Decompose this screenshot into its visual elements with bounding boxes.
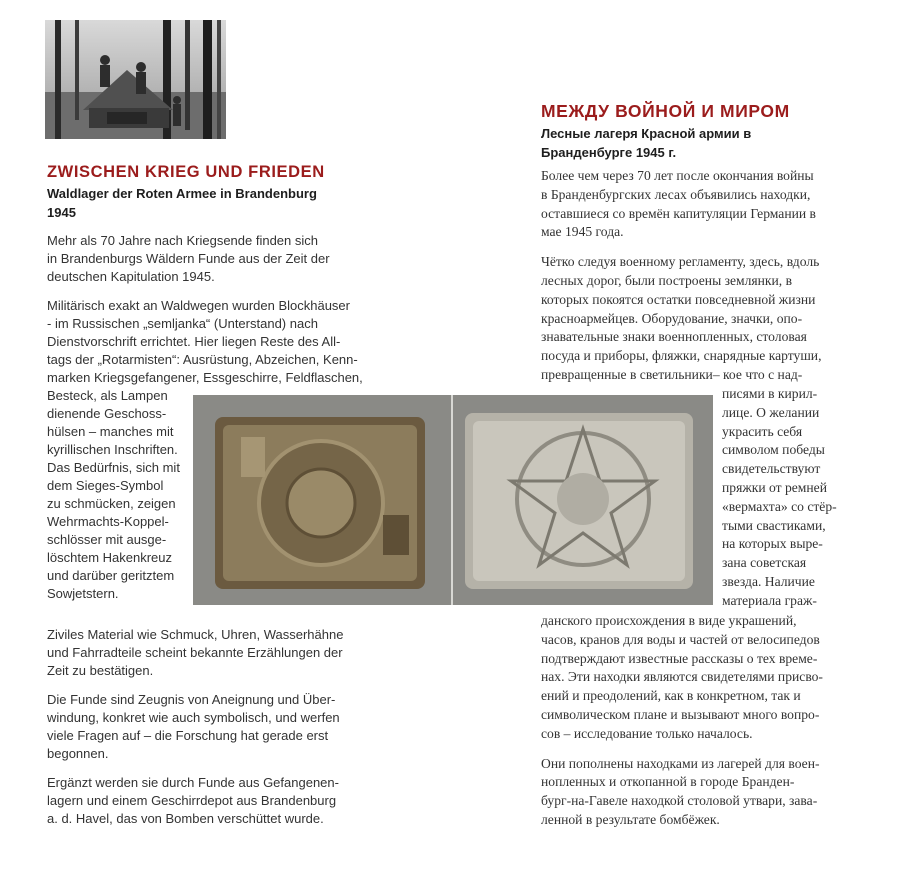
text-line: marken Kriegsgefangener, Essgeschirre, Feldflaschen, — [47, 370, 363, 385]
text-line: dem Sieges-Symbol — [47, 478, 164, 493]
text-line: deutschen Kapitulation 1945. — [47, 269, 215, 284]
text-line: Militärisch exakt an Waldwegen wurden Blockhäuser — [47, 298, 350, 313]
text-line: löschtem Hakenkreuz — [47, 550, 172, 565]
german-paragraph-1 — [47, 232, 363, 286]
russian-title: МЕЖДУ ВОЙНОЙ И МИРОМ — [541, 101, 790, 121]
text-line: часов, кранов для воды и частей от велосипедов — [541, 631, 820, 647]
text-line: Waldlager der Roten Armee in Brandenburg — [47, 186, 317, 201]
text-line: Они пополнены находками из лагерей для воен- — [541, 755, 820, 771]
text-line: тыми свастиками, — [722, 517, 826, 533]
text-line: hülsen – manches mit — [47, 424, 174, 439]
text-line: begonnen. — [47, 746, 109, 761]
text-line: a. d. Havel, das von Bomben verschüttet wurde. — [47, 811, 324, 826]
german-paragraph-5 — [47, 774, 343, 828]
russian-column — [541, 101, 871, 162]
text-line: подтверждают известные рассказы о тех време- — [541, 650, 818, 666]
text-line: зана советская — [722, 555, 807, 571]
text-line: нопленных и откопанной в городе Бранден- — [541, 774, 795, 790]
russian-paragraph-2-top — [541, 253, 821, 385]
text-line: данского происхождения в виде украшений, — [541, 613, 797, 628]
text-line: красноармейцев. Оборудование, значки, опо- — [541, 310, 803, 326]
text-line: ленной в результате бомбёжек. — [541, 811, 720, 827]
german-paragraph-3 — [47, 626, 343, 680]
russian-paragraph-2-narrow — [722, 385, 837, 611]
text-line: Чётко следуя военному регламенту, здесь, вдоль — [541, 254, 820, 270]
text-line: нах. Эти находки являются свидетелями присво- — [541, 669, 823, 685]
text-line: Ziviles Material wie Schmuck, Uhren, Wasserhähne — [47, 627, 344, 642]
text-line: Ergänzt werden sie durch Funde aus Gefangenen- — [47, 775, 339, 790]
text-line: в Бранденбургских лесах объявились находки, — [541, 186, 811, 202]
text-line: символом победы — [722, 442, 825, 458]
text-line: Более чем через 70 лет после окончания войны — [541, 168, 814, 183]
text-line: лесных дорог, были построены землянки, в — [541, 272, 793, 288]
text-line: schlösser mit ausge- — [47, 532, 167, 547]
russian-paragraph-2-rest — [541, 612, 823, 744]
text-line: zu schmücken, zeigen — [47, 496, 176, 511]
german-column — [47, 163, 367, 222]
text-line: материала граж- — [722, 592, 817, 608]
text-line: оставшиеся со времён капитуляции Германии в — [541, 205, 816, 221]
text-line: tags der „Rotarmisten“: Ausrüstung, Abzeichen, Kenn- — [47, 352, 358, 367]
text-line: und darüber geritztem — [47, 568, 175, 583]
german-title: ZWISCHEN KRIEG UND FRIEDEN — [47, 163, 325, 181]
text-line: Лесные лагеря Красной армии в — [541, 126, 752, 141]
text-line: символическом плане и вызывают много вопро- — [541, 706, 820, 722]
text-line: писями в кирил- — [722, 386, 818, 401]
text-line: ений и преодолений, как в конкретном, так и — [541, 688, 801, 704]
russian-body-narrow — [722, 385, 837, 611]
text-line: Dienstvorschrift errichtet. Hier liegen Reste des All- — [47, 334, 341, 349]
text-line: Die Funde sind Zeugnis von Aneignung und Über- — [47, 692, 336, 707]
german-body — [47, 232, 363, 603]
text-line: Wehrmachts-Koppel- — [47, 514, 169, 529]
text-line: lagern und einem Geschirrdepot aus Brandenburg — [47, 793, 337, 808]
german-subtitle — [47, 184, 367, 222]
text-line: Sowjetstern. — [47, 586, 119, 601]
text-line: Besteck, als Lampen — [47, 388, 168, 403]
text-line: сов – исследование только началось. — [541, 725, 753, 741]
text-line: на которых выре- — [722, 536, 823, 552]
text-line: звезда. Наличие — [722, 573, 815, 589]
text-line: пряжки от ремней — [722, 479, 827, 495]
text-line: Бранденбурге 1945 г. — [541, 145, 677, 160]
text-line: Mehr als 70 Jahre nach Kriegsende finden sich — [47, 233, 318, 248]
russian-body-lower — [541, 612, 823, 841]
german-paragraph-2 — [47, 297, 363, 603]
text-line: kyrillischen Inschriften. — [47, 442, 178, 457]
text-line: Das Bedürfnis, sich mit — [47, 460, 180, 475]
forest-camp-photo — [45, 20, 226, 139]
german-body-lower — [47, 626, 343, 839]
text-line: свидетельствуют — [722, 461, 821, 477]
text-line: - im Russischen „semljanka“ (Unterstand) nach — [47, 316, 318, 331]
text-line: windung, konkret wie auch symbolisch, und werfen — [47, 710, 340, 725]
russian-paragraph-3 — [541, 755, 823, 830]
text-line: посуда и приборы, фляжки, снарядные картуши, — [541, 348, 822, 364]
russian-body — [541, 167, 821, 385]
text-line: in Brandenburgs Wäldern Funde aus der Zeit der — [47, 251, 330, 266]
text-line: dienende Geschoss- — [47, 406, 167, 421]
text-line: viele Fragen auf – die Forschung hat gerade erst — [47, 728, 329, 743]
russian-subtitle — [541, 124, 871, 162]
text-line: мае 1945 года. — [541, 224, 624, 240]
text-line: которых покоятся остатки повседневной жизни — [541, 291, 816, 307]
text-line: украсить себя — [722, 423, 803, 439]
text-line: знавательные знаки военнопленных, столовая — [541, 329, 807, 345]
text-line: превращенные в светильники– кое что с над- — [541, 366, 803, 382]
german-paragraph-4 — [47, 691, 343, 763]
text-line: 1945 — [47, 205, 76, 220]
russian-paragraph-1 — [541, 167, 821, 242]
text-line: Zeit zu bestätigen. — [47, 663, 154, 678]
text-line: бург-на-Гавеле находкой столовой утвари, зава- — [541, 793, 818, 809]
text-line: und Fahrradteile scheint bekannte Erzählungen der — [47, 645, 343, 660]
text-line: лице. О желании — [722, 404, 820, 420]
text-line: «вермахта» со стёр- — [722, 498, 837, 514]
